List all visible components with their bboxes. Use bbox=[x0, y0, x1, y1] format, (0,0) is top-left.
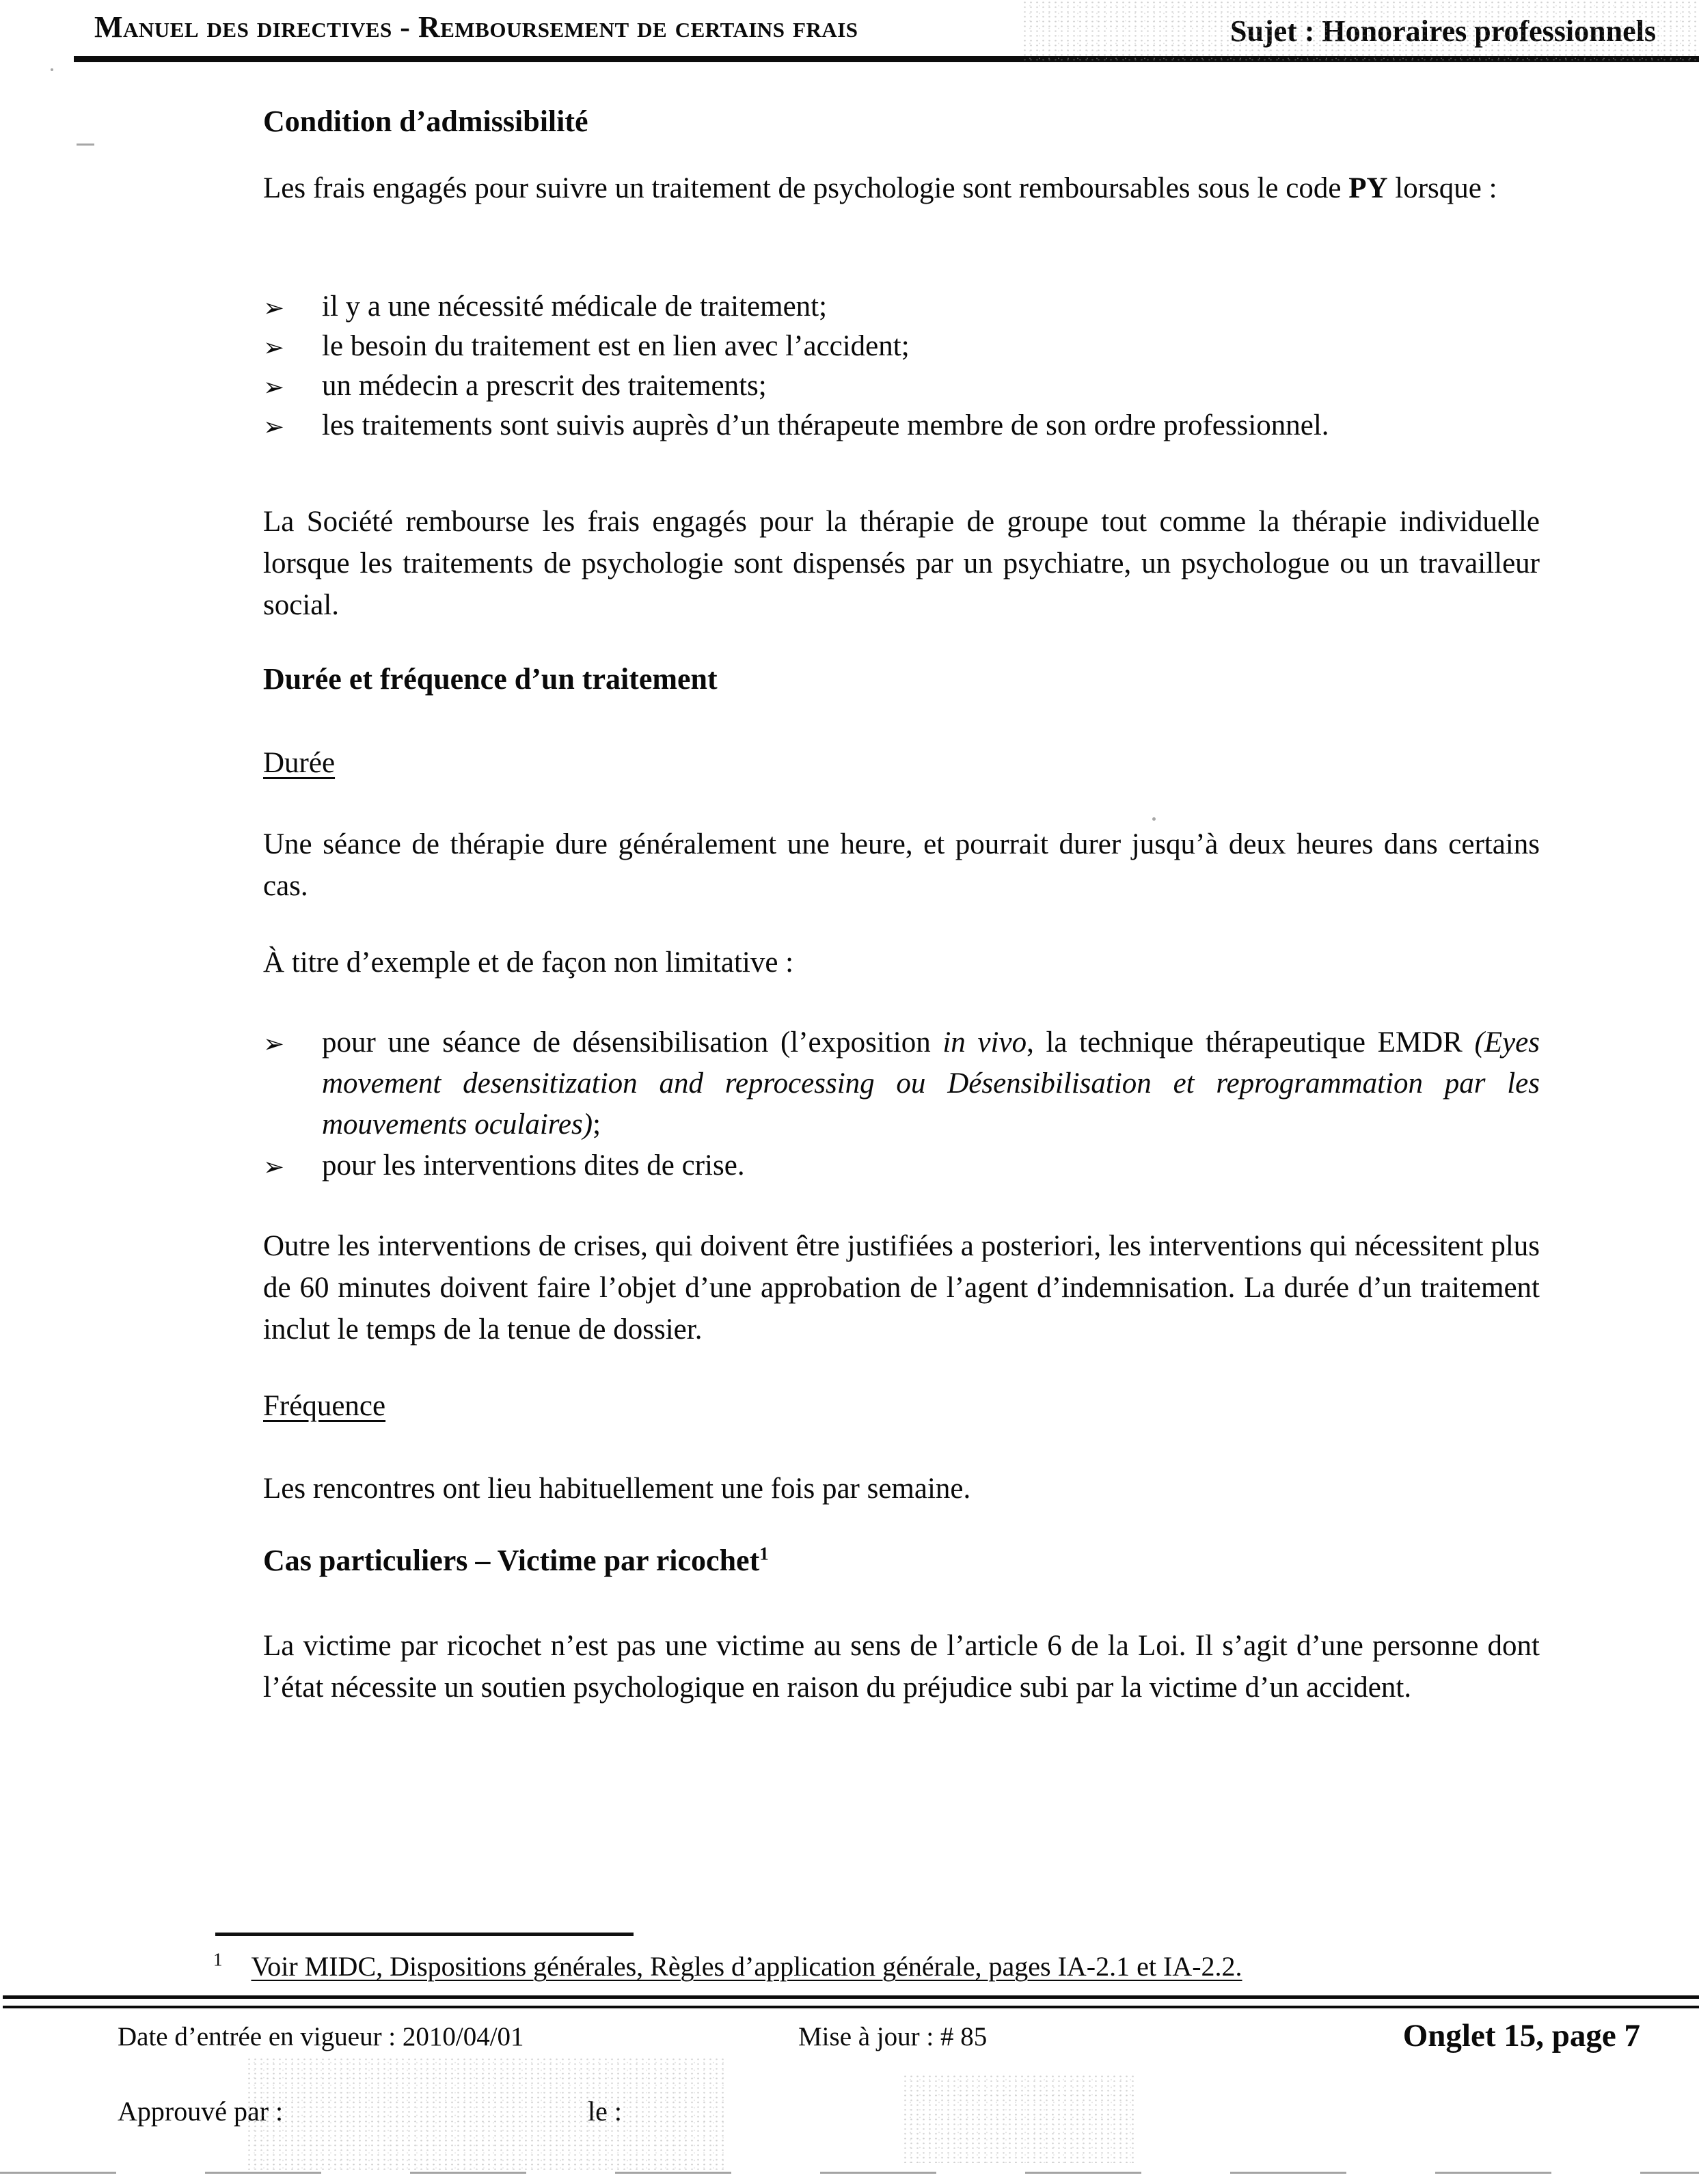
paragraph-duration: Une séance de thérapie dure généralement une heure, et pourrait durer jusqu’à deux heures dans certains cas. bbox=[263, 828, 1540, 902]
scan-noise-signature bbox=[246, 2057, 724, 2170]
bullet-text: pour les interventions dites de crise. bbox=[322, 1149, 745, 1182]
example-text-2: , la technique thérapeutique EMDR bbox=[1027, 1026, 1475, 1059]
arrow-bullet-icon: ➢ bbox=[263, 293, 285, 323]
section-heading-duration-frequency: Durée et fréquence d’un traitement bbox=[263, 662, 718, 696]
special-cases-heading-text: Cas particuliers – Victime par ricochet bbox=[263, 1544, 760, 1577]
approval-date-label: le : bbox=[588, 2096, 622, 2127]
footnote-marker: 1 bbox=[213, 1949, 223, 1970]
bullet-text: les traitements sont suivis auprès d’un thérapeute membre de son ordre professionnel. bbox=[322, 409, 1329, 441]
example-text-3: ; bbox=[593, 1108, 601, 1141]
section-heading-special-cases bbox=[263, 1543, 1540, 1578]
approved-by-label: Approuvé par : bbox=[118, 2096, 284, 2127]
document-title: Manuel des directives - Remboursement de certains frais bbox=[94, 10, 858, 44]
footer-effective-date: Date d’entrée en vigueur : 2010/04/01 bbox=[118, 2022, 524, 2051]
list-item bbox=[263, 287, 1540, 327]
section-heading-admissibility: Condition d’admissibilité bbox=[263, 105, 588, 138]
intro-text-2: lorsque : bbox=[1387, 172, 1497, 204]
paragraph-societe: La Société rembourse les frais engagés pour la thérapie de groupe tout comme la thérapie individuelle lorsque les traitements de psychologie sont dispensés par un psychiatre, un psychologue ou un travailleur social. bbox=[263, 506, 1540, 621]
examples-bullet-list bbox=[263, 1022, 1540, 1186]
scan-noise-signature-2 bbox=[902, 2074, 1134, 2163]
list-item bbox=[263, 1145, 1540, 1186]
bullet-text: il y a une nécessité médicale de traitement; bbox=[322, 290, 828, 323]
footnote-text: Voir MIDC, Dispositions générales, Règles d’application générale, pages IA-2.1 et IA-2.2. bbox=[251, 1951, 1242, 1982]
scan-artifact bbox=[77, 144, 94, 146]
latin-term: in vivo bbox=[942, 1026, 1027, 1059]
arrow-bullet-icon: ➢ bbox=[263, 412, 285, 441]
footnote-reference: 1 bbox=[759, 1543, 769, 1564]
paragraph-examples-intro: À titre d’exemple et de façon non limitative : bbox=[263, 946, 794, 979]
list-item bbox=[263, 406, 1540, 446]
arrow-bullet-icon: ➢ bbox=[263, 372, 285, 402]
footer-update-number: Mise à jour : # 85 bbox=[798, 2022, 988, 2051]
bullet-text: le besoin du traitement est en lien avec l’accident; bbox=[322, 330, 910, 362]
list-item bbox=[263, 366, 1540, 406]
subheading-duration: Durée bbox=[263, 747, 336, 779]
subheading-frequency: Fréquence bbox=[263, 1390, 386, 1422]
code-py: PY bbox=[1348, 172, 1388, 204]
admissibility-bullet-list bbox=[263, 287, 1540, 446]
arrow-bullet-icon: ➢ bbox=[263, 1152, 285, 1182]
header-rule bbox=[74, 56, 1699, 62]
intro-text-1: Les frais engagés pour suivre un traitement de psychologie sont remboursables sous le code bbox=[263, 172, 1349, 204]
example-text-1: pour une séance de désensibilisation (l’exposition bbox=[322, 1026, 943, 1059]
paragraph-frequency: Les rencontres ont lieu habituellement une fois par semaine. bbox=[263, 1473, 971, 1505]
paragraph-ricochet-victim: La victime par ricochet n’est pas une victime au sens de l’article 6 de la Loi. Il s’agit d’une personne dont l’état nécessite un soutien psychologique en raison du préjudice subi par la victime d’un accident. bbox=[263, 1630, 1540, 1704]
document-subject: Sujet : Honoraires professionnels bbox=[1230, 14, 1656, 48]
bullet-text: un médecin a prescrit des traitements; bbox=[322, 370, 767, 402]
footnote bbox=[213, 1950, 1242, 1982]
paragraph-approval: Outre les interventions de crises, qui doivent être justifiées a posteriori, les interventions qui nécessitent plus de 60 minutes doivent faire l’objet d’une approbation de l’agent d’indemnisation. La durée d’un traitement inclut le temps de la tenue de dossier. bbox=[263, 1230, 1540, 1346]
arrow-bullet-icon: ➢ bbox=[263, 1029, 285, 1059]
footnote-separator bbox=[215, 1933, 634, 1936]
footer-rule bbox=[3, 1995, 1699, 2008]
emdr-expansion: (Eyes movement desensitization and reprocessing ou Désensibilisation et reprogrammation par les mouvements oculaires) bbox=[322, 1026, 1540, 1141]
scan-artifact bbox=[51, 68, 53, 71]
list-item bbox=[263, 327, 1540, 366]
paragraph-admissibility-intro bbox=[263, 167, 1540, 209]
list-item bbox=[263, 1022, 1540, 1145]
scan-artifact bbox=[1152, 817, 1156, 821]
arrow-bullet-icon: ➢ bbox=[263, 333, 285, 362]
footer-tab-page: Onglet 15, page 7 bbox=[1402, 2018, 1640, 2053]
scan-edge-line bbox=[0, 2172, 1699, 2174]
